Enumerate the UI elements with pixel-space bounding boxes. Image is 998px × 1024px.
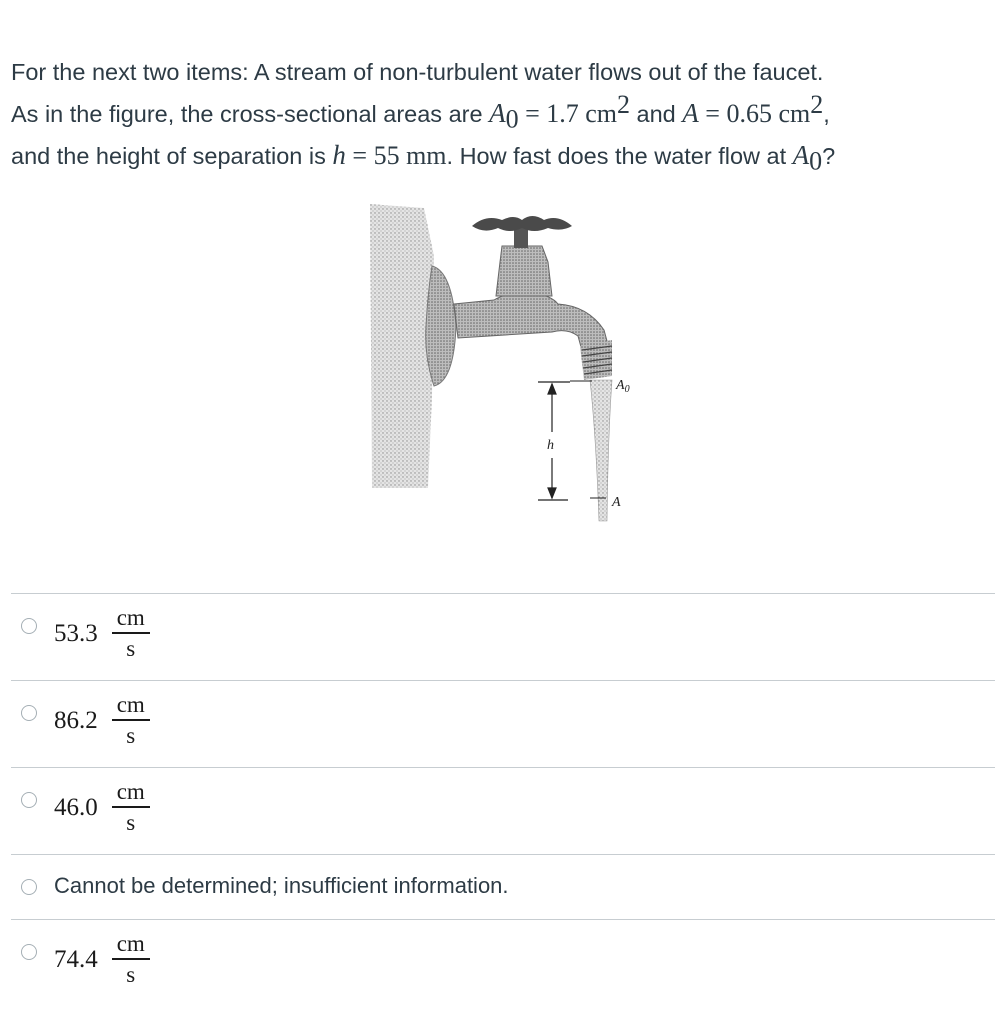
option-2-label: 86.2 $\frac{cm}{s}$ <box>54 691 150 751</box>
label-a: A <box>612 495 621 510</box>
radio-button[interactable] <box>21 705 37 721</box>
option-3-label: 46.0 $\frac{cm}{s}$ <box>54 778 150 838</box>
option-3[interactable] <box>11 767 995 854</box>
answer-options <box>11 593 995 1006</box>
wall <box>370 204 434 488</box>
option-4[interactable] <box>11 854 995 919</box>
option-2[interactable] <box>11 680 995 767</box>
option-1-label: 53.3 $\frac{cm}{s}$ <box>54 604 150 664</box>
unit-fraction: $\frac{cm}{s}$ <box>112 691 150 751</box>
question-line-3: and the height of separation is h = 55 mm. How fast does the water flow at $A_0$? <box>11 140 836 176</box>
option-5-label: 74.4 $\frac{cm}{s}$ <box>54 930 150 990</box>
radio-button[interactable] <box>21 792 37 808</box>
unit-fraction: $\frac{cm}{s}$ <box>112 604 150 664</box>
option-4-label: Cannot be determined; insufficient information. <box>54 873 509 898</box>
option-5[interactable] <box>11 919 995 1006</box>
faucet-neck <box>496 246 552 296</box>
unit-fraction: $\frac{cm}{s}$ <box>112 778 150 838</box>
h-dimension <box>538 382 570 500</box>
option-1[interactable] <box>11 593 995 680</box>
radio-button[interactable] <box>21 618 37 634</box>
question-text <box>11 52 991 177</box>
question-line-1: For the next two items: A stream of non-turbulent water flows out of the faucet. <box>11 59 824 85</box>
faucet-figure <box>362 196 652 531</box>
radio-button[interactable] <box>21 944 37 960</box>
faucet-flange <box>426 266 456 386</box>
unit-fraction: $\frac{cm}{s}$ <box>112 930 150 990</box>
water-stream <box>590 380 612 521</box>
question-line-2: As in the figure, the cross-sectional areas are $A_0 = 1.7$ $cm^2$ and A = 0.65 $cm^2$, <box>11 90 830 134</box>
radio-button[interactable] <box>21 879 37 895</box>
label-a0: $A_0$ <box>616 378 630 395</box>
label-h: h <box>547 438 554 453</box>
